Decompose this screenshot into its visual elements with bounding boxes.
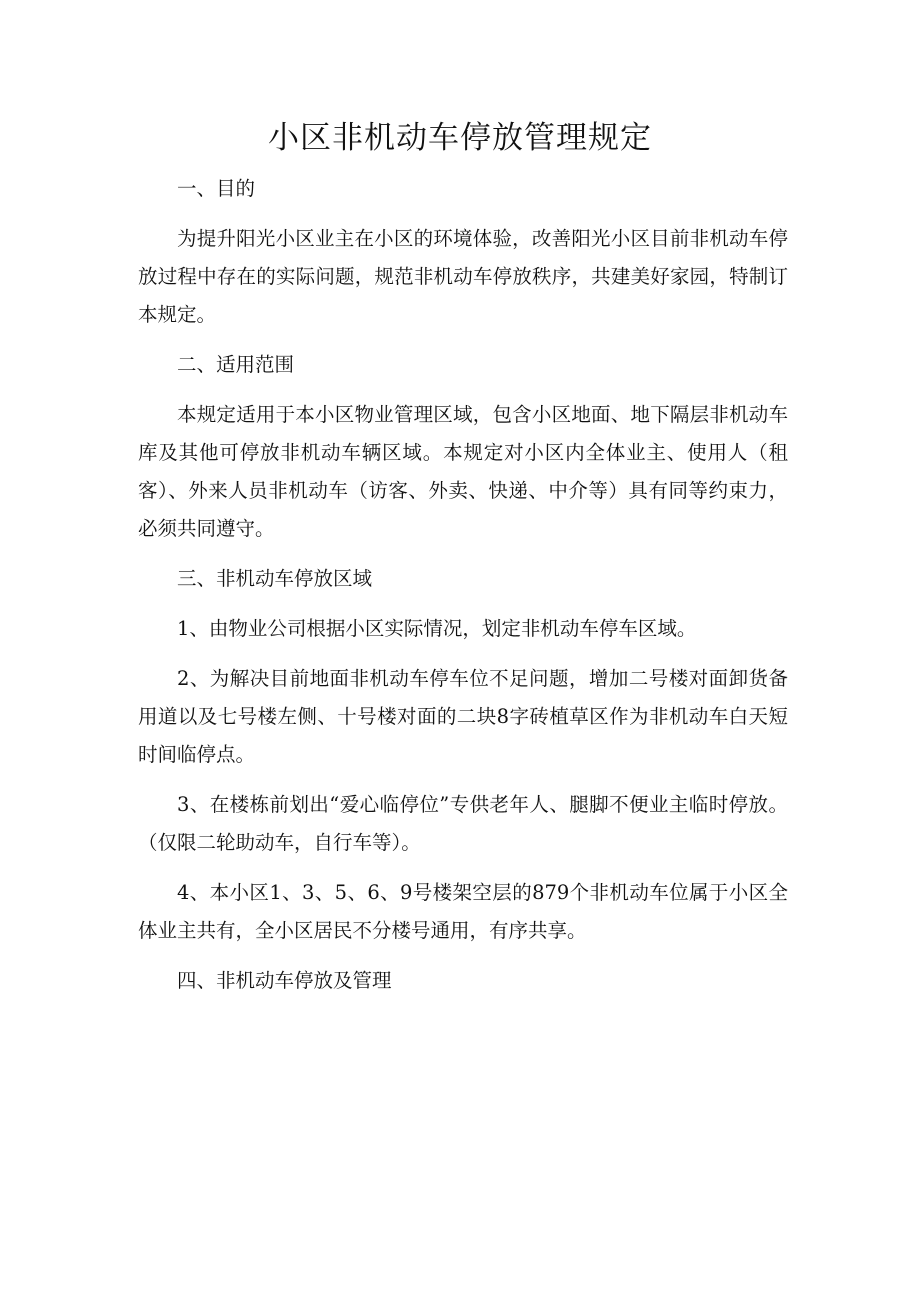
paragraph-purpose: 为提升阳光小区业主在小区的环境体验，改善阳光小区目前非机动车停放过程中存在的实际问题，规范非机动车停放秩序，共建美好家园，特制订本规定。 [138, 227, 788, 326]
document-body [138, 170, 788, 1012]
parking-area-item-1: 1、由物业公司根据小区实际情况，划定非机动车停车区域。 [177, 617, 697, 640]
parking-area-item-4: 4、本小区1、3、5、6、9号楼架空层的879个非机动车位属于小区全体业主共有，全小区居民不分楼号通用，有序共享。 [138, 881, 788, 942]
section-heading-parking-areas: 三、非机动车停放区域 [177, 567, 373, 590]
document-title: 小区非机动车停放管理规定 [268, 120, 652, 156]
section-heading-purpose: 一、目的 [177, 177, 256, 200]
parking-area-item-3: 3、在楼栋前划出“爱心临停位”专供老年人、腿脚不便业主临时停放。（仅限二轮助动车，自行车等）。 [138, 793, 788, 854]
parking-area-item-2: 2、为解决目前地面非机动车停车位不足问题，增加二号楼对面卸货备用道以及七号楼左侧、十号楼对面的二块8字砖植草区作为非机动车白天短时间临停点。 [138, 667, 788, 766]
section-heading-parking-management: 四、非机动车停放及管理 [177, 969, 392, 992]
paragraph-scope: 本规定适用于本小区物业管理区域，包含小区地面、地下隔层非机动车库及其他可停放非机动车辆区域。本规定对小区内全体业主、使用人（租客）、外来人员非机动车（访客、外卖、快递、中介等）具有同等约束力，必须共同遵守。 [138, 403, 788, 540]
section-heading-scope: 二、适用范围 [177, 353, 295, 376]
